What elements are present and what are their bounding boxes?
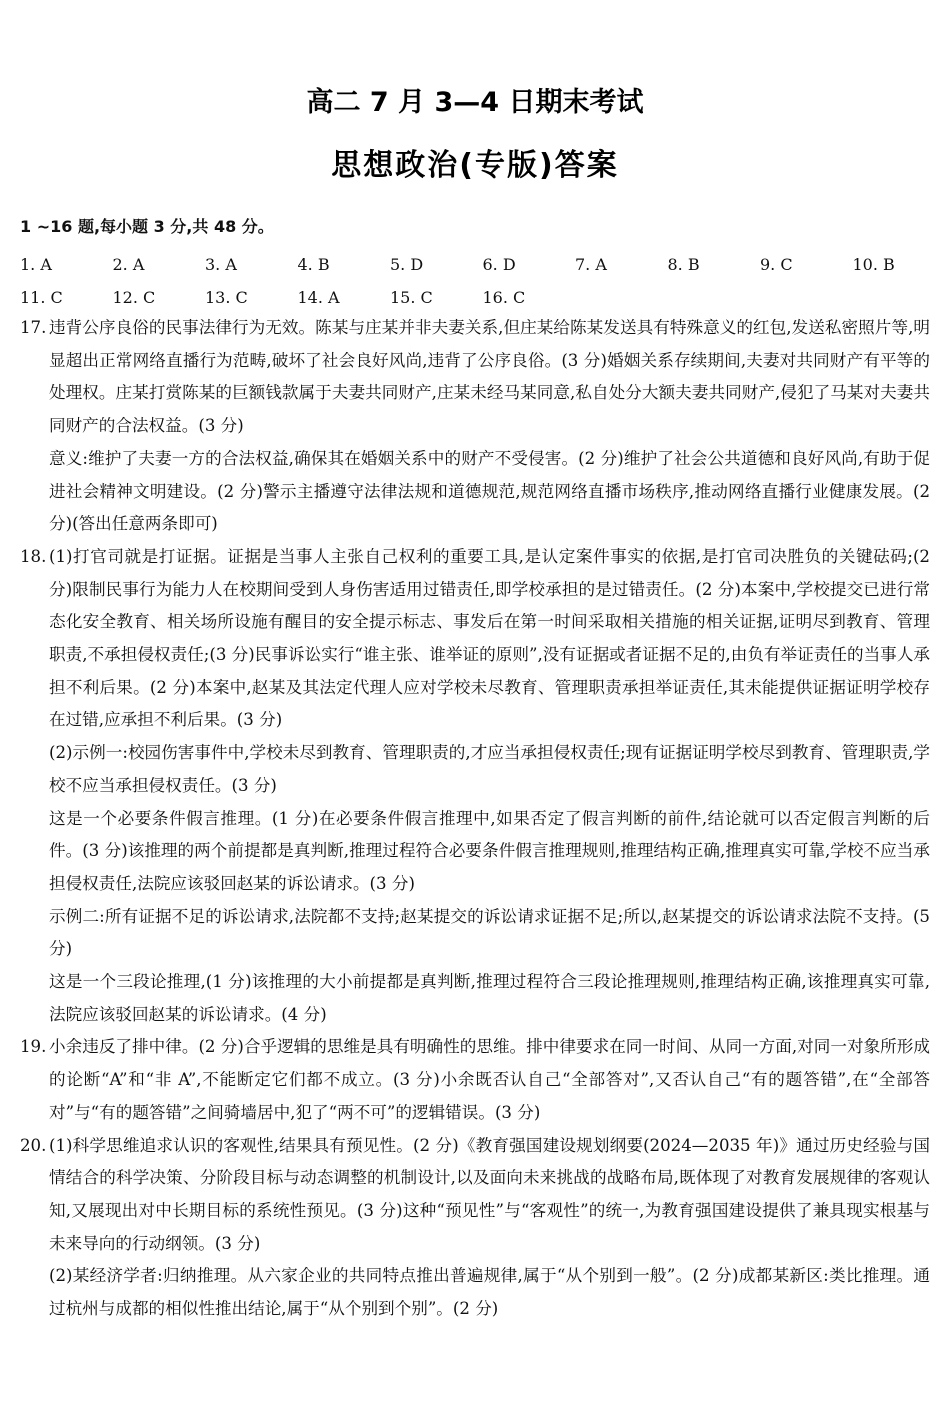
choice-answer-grid <box>20 248 940 314</box>
answer-item: 5. D <box>390 255 424 274</box>
answer-item: 1. A <box>20 255 52 274</box>
answer-item: 10. B <box>852 255 895 274</box>
answer-row <box>20 248 940 281</box>
answer-paragraph: 违背公序良俗的民事法律行为无效。陈某与庄某并非夫妻关系,但庄某给陈某发送具有特殊意义的红包,发送私密照片等,明显超出正常网络直播行为范畴,破坏了社会良好风尚,违背了公序良俗。(3 分)婚姻关系存续期间,夫妻对共同财产有平等的处理权。庄某打赏陈某的巨额钱款属于夫妻共同财产,庄某未经马某同意,私自处分大额夫妻共同财产,侵犯了马某对夫妻共同财产的合法权益。(3 分) <box>49 318 930 436</box>
answer-item: 11. C <box>20 288 63 307</box>
answer-item: 6. D <box>482 255 516 274</box>
answer-paragraph: 小余违反了排中律。(2 分)合乎逻辑的思维是具有明确性的思维。排中律要求在同一时间、从同一方面,对同一对象所形成的论断“A”和“非 A”,不能断定它们都不成立。(3 分)小余既否认自己“全部答对”,又否认自己“有的题答错”,在“全部答对”与“有的题答错”之间骑墙居中,犯了“两不可”的逻辑错误。(3 分) <box>49 1037 930 1122</box>
answer-item: 15. C <box>390 288 433 307</box>
answer-paragraph: (1)科学思维追求认识的客观性,结果具有预见性。(2 分)《教育强国建设规划纲要(2024—2035 年)》通过历史经验与国情结合的科学决策、分阶段目标与动态调整的机制设计,以及面向未来挑战的战略布局,既体现了对教育发展规律的客观认知,又展现出对中长期目标的系统性预见。(3 分)这种“预见性”与“客观性”的统一,为教育强国建设提供了兼具现实根基与未来导向的行动纲领。(3 分) <box>49 1135 930 1253</box>
answer-item: 9. C <box>760 255 793 274</box>
answer-item: 2. A <box>112 255 145 274</box>
answer-item: 16. C <box>482 288 526 307</box>
answer-paragraph: (2)某经济学者:归纳推理。从六家企业的共同特点推出普遍规律,属于“从个别到一般”。(2 分)成都某新区:类比推理。通过杭州与成都的相似性推出结论,属于“从个别到个别”。(2 分) <box>49 1266 930 1319</box>
subjective-answers <box>20 312 930 1326</box>
answer-item: 8. B <box>667 255 700 274</box>
answer-item: 7. A <box>575 255 607 274</box>
question-block <box>20 541 930 1032</box>
answer-row <box>20 281 940 314</box>
answer-item: 14. A <box>297 288 340 307</box>
question-number: 20. <box>20 1135 47 1155</box>
question-number: 18. <box>20 546 47 566</box>
answer-paragraph: 意义:维护了夫妻一方的合法权益,确保其在婚姻关系中的财产不受侵害。(2 分)维护了社会公共道德和良好风尚,有助于促进社会精神文明建设。(2 分)警示主播遵守法律法规和道德规范,规范网络直播市场秩序,推动网络直播行业健康发展。(2 分)(答出任意两条即可) <box>49 448 930 534</box>
question-number: 19. <box>20 1037 47 1057</box>
question-number: 17. <box>20 318 47 337</box>
question-block <box>20 1031 930 1129</box>
exam-subtitle: 思想政治(专版)答案 <box>331 148 619 183</box>
answer-item: 3. A <box>205 255 237 274</box>
question-block <box>20 312 930 541</box>
question-block <box>20 1130 930 1326</box>
answer-item: 12. C <box>112 288 156 307</box>
answer-paragraph: (1)打官司就是打证据。证据是当事人主张自己权利的重要工具,是认定案件事实的依据,是打官司决胜负的关键砝码;(2 分)限制民事行为能力人在校期间受到人身伤害适用过错责任,即学校承担的是过错责任。(2 分)本案中,学校提交已进行常态化安全教育、相关场所设施有醒目的安全提示标志、事发后在第一时间采取相关措施的相关证据,证明尽到教育、管理职责,不承担侵权责任;(3 分)民事诉讼实行“谁主张、谁举证的原则”,没有证据或者证据不足的,由负有举证责任的当事人承担不利后果。(2 分)本案中,赵某及其法定代理人应对学校未尽教育、管理职责承担举证责任,其未能提供证据证明学校存在过错,应承担不利后果。(3 分) <box>49 546 930 730</box>
answer-item: 13. C <box>205 288 248 307</box>
answer-paragraph: 示例二:所有证据不足的诉讼请求,法院都不支持;赵某提交的诉讼请求证据不足;所以,赵某提交的诉讼请求法院不支持。(5 分) <box>49 906 930 959</box>
choice-section-intro: 1 ~16 题,每小题 3 分,共 48 分。 <box>20 217 274 236</box>
answer-paragraph: (2)示例一:校园伤害事件中,学校未尽到教育、管理职责的,才应当承担侵权责任;现有证据证明学校尽到教育、管理职责,学校不应当承担侵权责任。(3 分) <box>49 743 930 795</box>
answer-paragraph: 这是一个必要条件假言推理。(1 分)在必要条件假言推理中,如果否定了假言判断的前件,结论就可以否定假言判断的后件。(3 分)该推理的两个前提都是真判断,推理过程符合必要条件假言推理规则,推理结构正确,推理真实可靠,学校不应当承担侵权责任,法院应该驳回赵某的诉讼请求。(3 分) <box>49 808 930 893</box>
exam-title: 高二 7 月 3—4 日期末考试 <box>306 87 644 118</box>
answer-item: 4. B <box>297 255 330 274</box>
answer-paragraph: 这是一个三段论推理,(1 分)该推理的大小前提都是真判断,推理过程符合三段论推理规则,推理结构正确,该推理真实可靠,法院应该驳回赵某的诉讼请求。(4 分) <box>49 972 930 1024</box>
